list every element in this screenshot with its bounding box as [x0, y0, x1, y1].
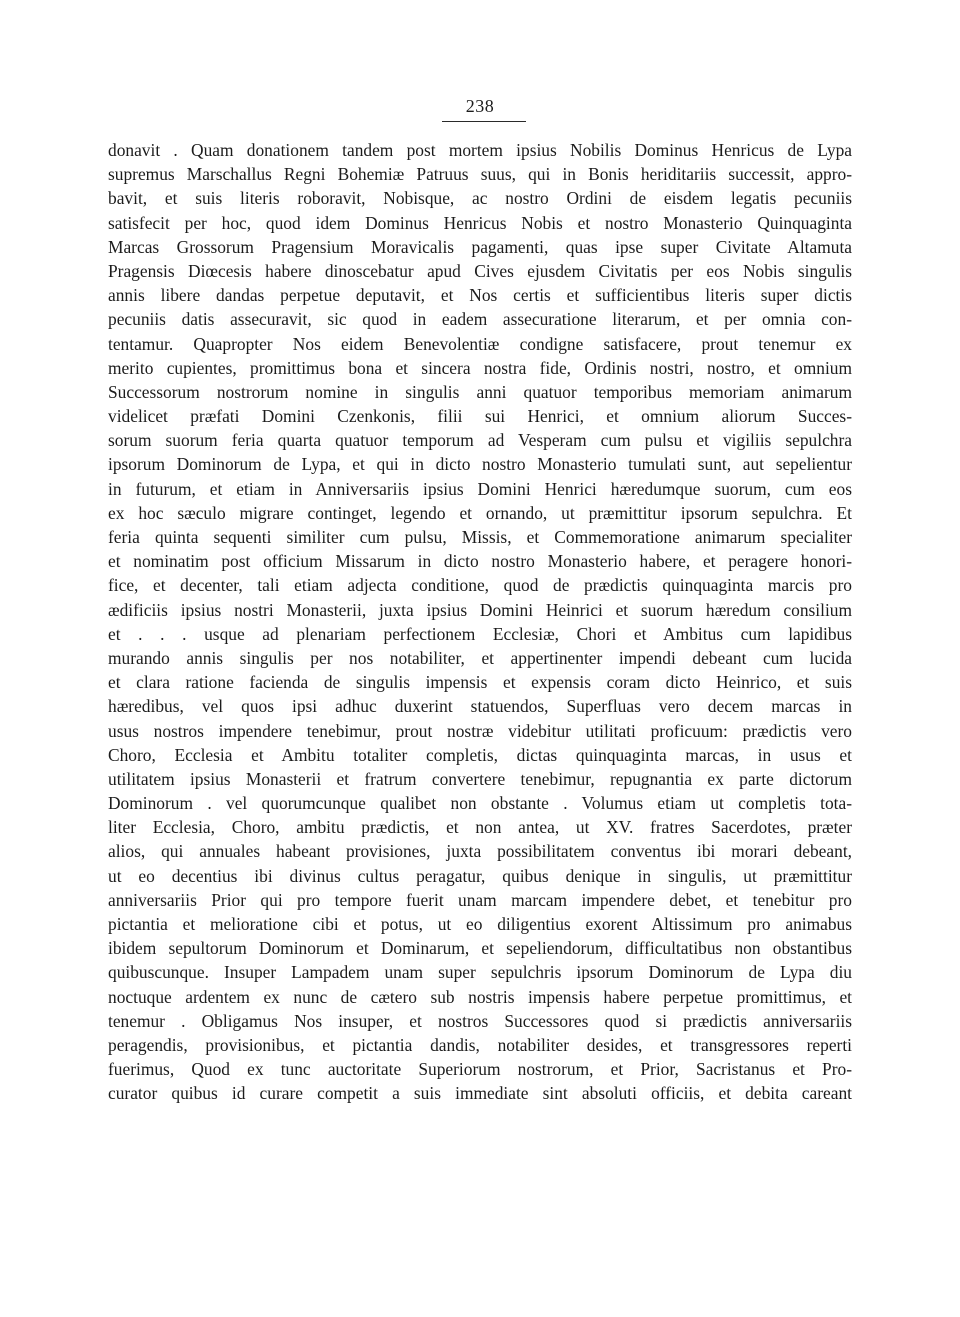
text-line: Successorum nostrorum nomine in singulis anni quatuor temporibus memoriam animarum: [108, 381, 852, 402]
text-line: hæredibus, vel quos ipsi adhuc duxerint statuendos, Superfluas vero decem marcas in: [108, 696, 852, 717]
body-text: [108, 138, 852, 1106]
page-number-rule: [442, 121, 526, 122]
text-line: alios, qui annuales habeant provisiones, juxta possibilitatem conventus ibi morari debeant,: [108, 841, 852, 862]
page-number: 238: [465, 96, 495, 116]
text-line: satisfecit per hoc, quod idem Dominus Henricus Nobis et nostro Monasterio Quinquaginta: [108, 212, 852, 233]
text-line: ædificiis ipsius nostri Monasterii, juxta ipsius Domini Heinrici et suorum hæredum consilium: [108, 599, 852, 620]
text-line: liter Ecclesia, Choro, ambitu prædictis, et non antea, ut XV. fratres Sacerdotes, præter: [108, 817, 852, 838]
text-line: noctuque ardentem ex nunc de cætero sub nostris impensis habere perpetue promittimus, et: [108, 986, 852, 1007]
text-line: pecuniis datis assecuravit, sic quod in eadem assecuratione literarum, et per omnia con-: [108, 309, 852, 330]
text-line: ibidem sepultorum Dominorum et Dominarum, et sepeliendorum, difficultatibus non obstantibus: [108, 938, 852, 959]
text-line: quibuscunque. Insuper Lampadem unam super sepulchris ipsorum Dominorum de Lypa diu: [108, 962, 852, 983]
text-line: murando annis singulis per nos notabiliter, et appertinenter impendi debeant cum lucida: [108, 647, 852, 668]
text-line: donavit . Quam donationem tandem post mortem ipsius Nobilis Dominus Henricus de Lypa: [108, 140, 852, 160]
text-line: merito cupientes, promittimus bona et sincera nostra fide, Ordinis nostri, nostro, et omnium: [108, 357, 852, 378]
text-line: in futurum, et etiam in Anniversariis ipsius Domini Henrici hæredumque suorum, cum eos: [108, 478, 852, 499]
text-line: tenemur . Obligamus Nos insuper, et nostros Successores quod si prædictis anniversariis: [108, 1010, 852, 1031]
text-line: et nominatim post officium Missarum in dicto nostro Monasterio habere, et peragere honori-: [108, 551, 852, 572]
text-line: utilitatem ipsius Monasterii et fratrum convertere tenebimur, repugnantia ex parte dictorum: [108, 768, 852, 789]
text-line: Pragensis Diœcesis habere dinoscebatur apud Cives ejusdem Civitatis per eos Nobis singulis: [108, 260, 852, 281]
text-line: pictantia et melioratione cibi et potus, ut eo diligentius exorent Altissimum pro animabus: [108, 914, 852, 934]
text-line: ipsorum Dominorum de Lypa, et qui in dicto nostro Monasterio tumulati sunt, aut sepelientur: [108, 454, 852, 475]
text-line: videlicet præfati Domini Czenkonis, filii sui Henrici, et omnium aliorum Succes-: [108, 406, 852, 427]
text-line: fice, et decenter, tali etiam adjecta conditione, quod de prædictis quinquaginta marcis pro: [108, 575, 852, 596]
text-line: Choro, Ecclesia et Ambitu totaliter completis, dictas quinquaginta marcas, in usus et: [108, 744, 852, 765]
text-line: fuerimus, Quod ex tunc auctoritate Superiorum nostrorum, et Prior, Sacristanus et Pro-: [108, 1059, 852, 1080]
text-line: sorum suorum feria quarta quatuor temporum ad Vesperam cum pulsu et vigiliis sepulchra: [108, 430, 852, 451]
text-line: feria quinta sequenti similiter cum pulsu, Missis, et Commemoratione animarum specialiter: [108, 527, 852, 547]
text-line: supremus Marschallus Regni Bohemiæ Patruus suus, qui in Bonis heriditariis successit, appro-: [108, 164, 852, 185]
text-line: bavit, et suis literis roboravit, Nobisque, ac nostro Ordini de eisdem legatis pecuniis: [108, 188, 852, 209]
text-line: annis libere dandas perpetue deputavit, et Nos certis et sufficientibus literis super dictis: [108, 285, 852, 306]
text-line: peragendis, provisionibus, et pictantia dandis, notabiliter desides, et transgressores reperti: [108, 1034, 852, 1055]
text-line: et clara ratione facienda de singulis impensis et expensis coram dicto Heinrico, et suis: [108, 672, 852, 693]
text-line: ut eo decentius ibi divinus cultus peragatur, quibus denique in singulis, ut præmittitur: [108, 865, 852, 886]
text-line: usus nostros impendere tenebimur, prout nostræ videbitur utilitati proficuum: prædictis vero: [108, 720, 852, 741]
text-line: anniversariis Prior qui pro tempore fuerit unam marcam impendere debet, et tenebitur pro: [108, 889, 852, 910]
text-line: et . . . usque ad plenariam perfectionem Ecclesiæ, Chori et Ambitus cum lapidibus: [108, 623, 852, 644]
text-line: ex hoc sæculo migrare continget, legendo et ornando, ut præmittitur ipsorum sepulchra. Et: [108, 502, 852, 523]
text-line: Dominorum . vel quorumcunque qualibet non obstante . Volumus etiam ut completis tota-: [108, 793, 852, 814]
text-line: tentamur. Quapropter Nos eidem Benevolentiæ condigne satisfacere, prout tenemur ex: [108, 333, 852, 354]
text-line: curator quibus id curare competit a suis immediate sint absoluti officiis, et debita careant: [108, 1083, 852, 1104]
text-line: Marcas Grossorum Pragensium Moravicalis pagamenti, quas ipse super Civitate Altamuta: [108, 236, 852, 257]
